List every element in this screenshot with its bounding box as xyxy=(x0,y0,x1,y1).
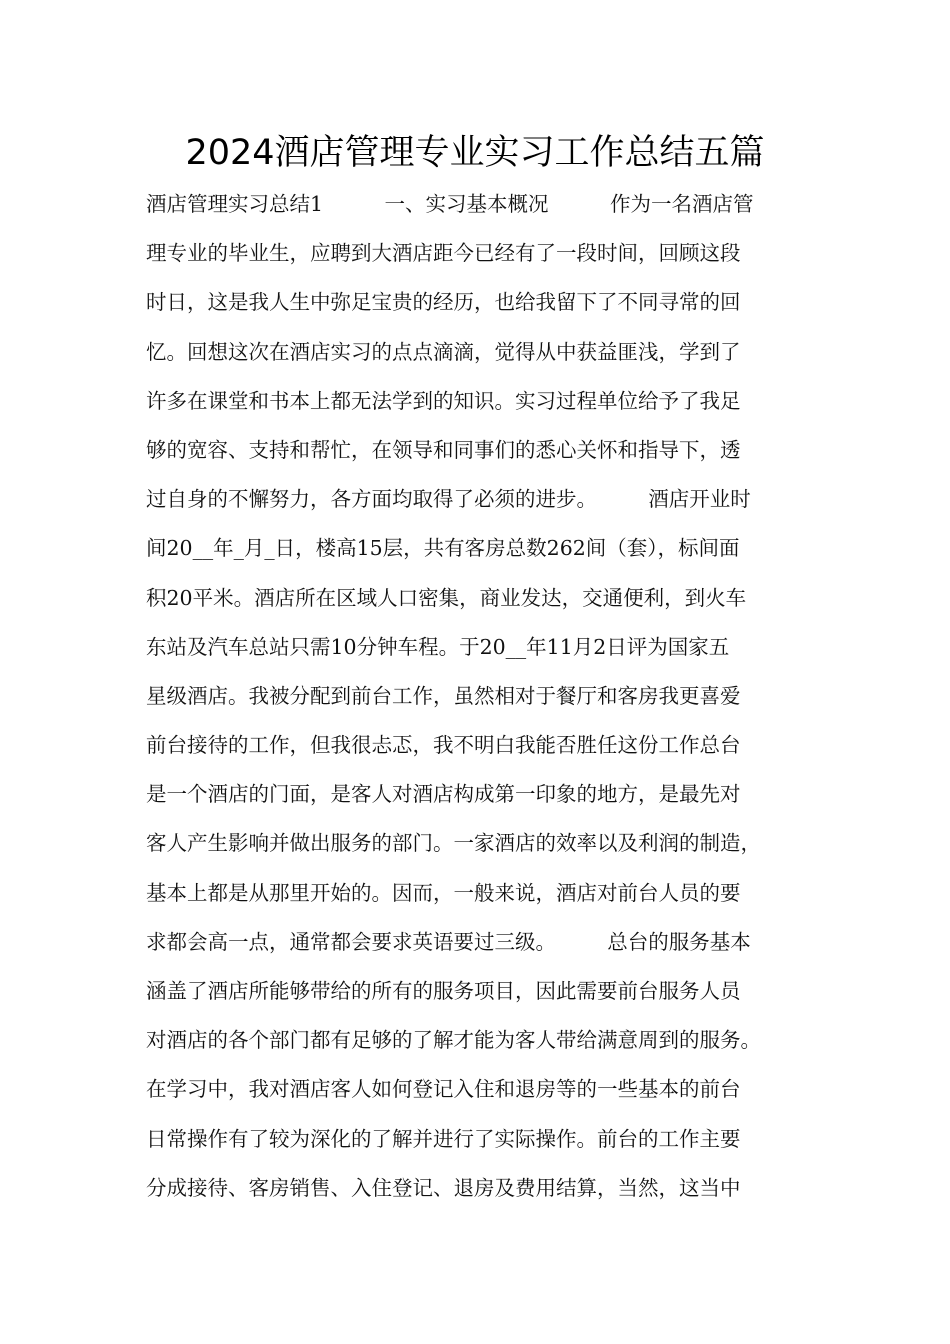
body-line: 东站及汽车总站只需10分钟车程。于20__年11月2日评为国家五 xyxy=(146,634,730,659)
body-line: 许多在课堂和书本上都无法学到的知识。实习过程单位给予了我足 xyxy=(146,388,741,413)
body-line: 过自身的不懈努力，各方面均取得了必须的进步。 酒店开业时 xyxy=(146,487,751,512)
body-line: 分成接待、客房销售、入住登记、退房及费用结算，当然，这当中 xyxy=(146,1175,741,1200)
body-line: 在学习中，我对酒店客人如何登记入住和退房等的一些基本的前台 xyxy=(146,1077,741,1102)
body-line: 间20__年_月_日，楼高15层，共有客房总数262间（套），标间面 xyxy=(146,536,740,561)
body-line: 求都会高一点，通常都会要求英语要过三级。 总台的服务基本 xyxy=(146,929,751,954)
body-line: 前台接待的工作，但我很忐忑，我不明白我能否胜任这份工作总台 xyxy=(146,733,741,758)
body-line: 涵盖了酒店所能够带给的所有的服务项目，因此需要前台服务人员 xyxy=(146,979,741,1003)
body-line: 积20平米。酒店所在区域人口密集，商业发达，交通便利，到火车 xyxy=(146,585,747,610)
body-line: 是一个酒店的门面，是客人对酒店构成第一印象的地方，是最先对 xyxy=(146,782,741,807)
body-line: 星级酒店。我被分配到前台工作，虽然相对于餐厅和客房我更喜爱 xyxy=(146,683,741,708)
body-line: 客人产生影响并做出服务的部门。一家酒店的效率以及利润的制造， xyxy=(146,831,761,856)
document-body xyxy=(146,180,846,1213)
body-line: 忆。回想这次在酒店实习的点点滴滴，觉得从中获益匪浅，学到了 xyxy=(146,339,741,364)
body-line: 时日，这是我人生中弥足宝贵的经历，也给我留下了不同寻常的回 xyxy=(146,290,741,315)
body-line: 日常操作有了较为深化的了解并进行了实际操作。前台的工作主要 xyxy=(146,1126,741,1151)
body-line: 够的宽容、支持和帮忙，在领导和同事们的悉心关怀和指导下，透 xyxy=(146,437,741,462)
body-line: 理专业的毕业生，应聘到大酒店距今已经有了一段时间，回顾这段 xyxy=(146,241,741,266)
body-line: 基本上都是从那里开始的。因而，一般来说，酒店对前台人员的要 xyxy=(146,880,741,905)
document-title: 2024酒店管理专业实习工作总结五篇 xyxy=(185,133,765,173)
body-line: 酒店管理实习总结1 一、实习基本概况 作为一名酒店管 xyxy=(146,192,754,216)
body-line: 对酒店的各个部门都有足够的了解才能为客人带给满意周到的服务。 xyxy=(146,1028,761,1053)
